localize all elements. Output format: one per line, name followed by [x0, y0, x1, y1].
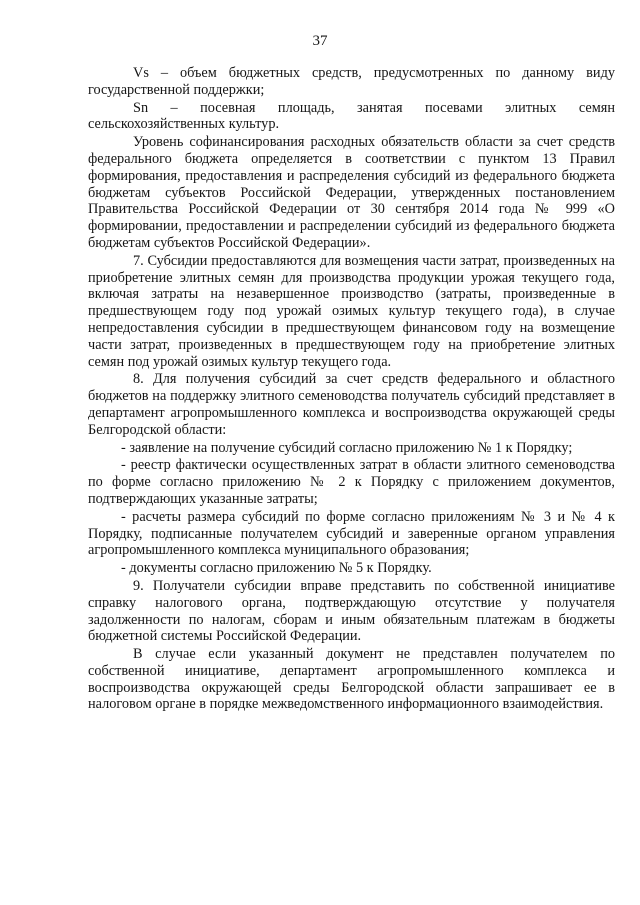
paragraph-cofinancing-level: Уровень софинансирования расходных обязательств области за счет средств федерального бюджета определяется в соответствии с пунктом 13 Правил формирования, предоставления и распределения субсидий из федерального бюджета бюджетам субъектов Российской Федерации, утвержденных постановлением Правительства Российской Федерации от 30 сентября 2014 года № 999 «О формировании, предоставлении и распределении субсидий из федерального бюджета бюджетам субъектов Российской Федерации».	[88, 134, 615, 251]
list-item-cost-register: - реестр фактически осуществленных затрат в области элитного семеноводства по форме согласно приложению № 2 к Порядку с приложением документов, подтверждающих указанные затраты;	[88, 457, 615, 507]
document-body	[88, 65, 615, 714]
paragraph-interagency-request: В случае если указанный документ не представлен получателем по собственной инициативе, департамент агропромышленного комплекса и воспроизводства окружающей среды Белгородской области запрашивает ее в налоговом органе в порядке межведомственного информационного взаимодействия.	[88, 646, 615, 713]
page-number: 37	[312, 33, 328, 49]
list-item-calculations: - расчеты размера субсидий по форме согласно приложениям № 3 и № 4 к Порядку, подписанные получателем субсидий и заверенные органом управления агропромышленного комплекса муниципального образования;	[88, 508, 615, 559]
list-item-application: - заявление на получение субсидий согласно приложению № 1 к Порядку;	[121, 439, 573, 456]
paragraph-item-8: 8. Для получения субсидий за счет средств федерального и областного бюджетов на поддержку элитного семеноводства получатель субсидий представляет в департамент агропромышленного комплекса и воспроизводства окружающей среды Белгородской области:	[88, 371, 615, 438]
list-item-documents: - документы согласно приложению № 5 к Порядку.	[121, 560, 432, 577]
paragraph-vs-definition: Vs – объем бюджетных средств, предусмотренных по данному виду государственной поддержки;	[88, 65, 615, 98]
paragraph-item-7: 7. Субсидии предоставляются для возмещения части затрат, произведенных на приобретение элитных семян для производства продукции урожая текущего года, включая затраты на незавершенное производство (затраты, произведенные в предшествующем году под урожай озимых культур текущего года), в случае непредоставления субсидии в предшествующем финансовом году на возмещение части затрат, произведенных в предшествующем году на приобретение элитных семян под урожай озимых культур текущего года.	[88, 252, 615, 370]
paragraph-item-9: 9. Получатели субсидии вправе представить по собственной инициативе справку налогового органа, подтверждающую отсутствие у получателя задолженности по налогам, сборам и иным обязательным платежам в бюджеты бюджетной системы Российской Федерации.	[88, 577, 615, 645]
paragraph-sn-definition: Sn – посевная площадь, занятая посевами элитных семян сельскохозяйственных культур.	[88, 99, 615, 133]
